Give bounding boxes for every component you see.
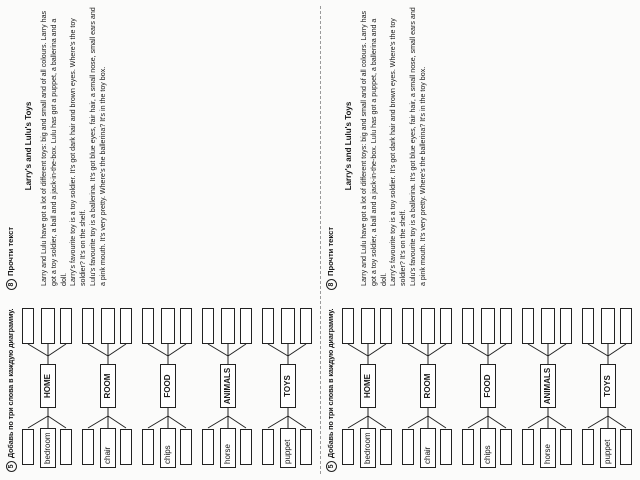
answer-box[interactable] — [60, 429, 72, 465]
answer-box[interactable] — [560, 429, 572, 465]
answer-box[interactable] — [22, 308, 34, 344]
task-8-instruction: Прочти текст — [6, 226, 15, 276]
diagram-animals — [522, 304, 572, 468]
answer-box[interactable] — [500, 429, 512, 465]
answer-box[interactable] — [142, 308, 154, 344]
diagram-animals — [202, 304, 252, 468]
answer-box[interactable] — [202, 308, 214, 344]
answer-box[interactable] — [380, 429, 392, 465]
task-5 — [320, 300, 640, 480]
answer-box[interactable] — [380, 308, 392, 344]
story-paragraph: Larry's favourite toy is a toy soldier. It's got dark hair and brown eyes. Where's the toy soldier? It's on the shelf. — [389, 18, 408, 286]
story-paragraph: Lulu's favourite toy is a ballerina. It's got blue eyes, fair hair, a small nose, small ears and a pink mouth. It's very pretty. Where's the ballerina? It's in the toy box. — [408, 7, 427, 286]
diagram-center-label: ROOM — [420, 364, 436, 408]
answer-box[interactable] — [342, 429, 354, 465]
answer-box[interactable] — [440, 429, 452, 465]
story-text — [40, 6, 109, 286]
answer-box[interactable] — [142, 429, 154, 465]
example-word: puppet — [600, 428, 616, 468]
answer-box[interactable] — [101, 308, 115, 344]
diagram-home — [342, 304, 392, 468]
answer-box[interactable] — [262, 429, 274, 465]
answer-box[interactable] — [342, 308, 354, 344]
answer-box[interactable] — [541, 308, 555, 344]
example-word: bedroom — [40, 428, 56, 468]
answer-box[interactable] — [120, 308, 132, 344]
diagram-home — [22, 304, 72, 468]
answer-box[interactable] — [180, 429, 192, 465]
diagram-center-label: TOYS — [600, 364, 616, 408]
answer-box[interactable] — [161, 308, 175, 344]
diagram-food — [462, 304, 512, 468]
answer-box[interactable] — [41, 308, 55, 344]
answer-box[interactable] — [240, 429, 252, 465]
answer-box[interactable] — [240, 308, 252, 344]
answer-box[interactable] — [361, 308, 375, 344]
task-8 — [0, 0, 320, 292]
story-title: Larry's and Lulu's Toys — [24, 101, 33, 191]
example-word: chips — [480, 428, 496, 468]
diagram-toys — [582, 304, 632, 468]
task-8-number: 8 — [326, 279, 337, 290]
task-8 — [320, 0, 640, 292]
answer-box[interactable] — [262, 308, 274, 344]
story-paragraph: Lulu's favourite toy is a ballerina. It's got blue eyes, fair hair, a small nose, small ears and a pink mouth. It's very pretty. Where's the ballerina? It's in the toy box. — [88, 7, 107, 286]
answer-box[interactable] — [522, 429, 534, 465]
example-word: horse — [220, 428, 236, 468]
answer-box[interactable] — [402, 429, 414, 465]
answer-box[interactable] — [601, 308, 615, 344]
answer-box[interactable] — [180, 308, 192, 344]
answer-box[interactable] — [22, 429, 34, 465]
answer-box[interactable] — [402, 308, 414, 344]
answer-box[interactable] — [82, 308, 94, 344]
task-5-instruction: Добавь по три слова в каждую диаграмму. — [6, 308, 15, 458]
task-5-number: 5 — [326, 461, 337, 472]
diagram-center-label: HOME — [40, 364, 56, 408]
answer-box[interactable] — [300, 429, 312, 465]
story-paragraph: Larry and Lulu have got a lot of different toys: big and small and of all colours. Larry has got a toy soldier, a ball and a jack-in-the-box. Lulu has got a puppet, a ballerina and a doll. — [360, 10, 388, 286]
answer-box[interactable] — [120, 429, 132, 465]
story-paragraph: Larry's favourite toy is a toy soldier. It's got dark hair and brown eyes. Where's the toy soldier? It's on the shelf. — [69, 18, 88, 286]
answer-box[interactable] — [82, 429, 94, 465]
example-word: horse — [540, 428, 556, 468]
answer-box[interactable] — [462, 308, 474, 344]
task-8-number: 8 — [6, 279, 17, 290]
task-8-instruction: Прочти текст — [326, 226, 335, 276]
answer-box[interactable] — [440, 308, 452, 344]
diagram-center-label: ROOM — [100, 364, 116, 408]
task-5 — [0, 300, 320, 480]
answer-box[interactable] — [462, 429, 474, 465]
rotated-content — [320, 0, 640, 480]
task-5-header — [6, 300, 17, 472]
story-text — [360, 6, 429, 286]
answer-box[interactable] — [60, 308, 72, 344]
answer-box[interactable] — [202, 429, 214, 465]
answer-box[interactable] — [620, 308, 632, 344]
worksheet-copy-bottom — [320, 0, 640, 480]
example-word: chair — [420, 428, 436, 468]
task-5-instruction: Добавь по три слова в каждую диаграмму. — [326, 308, 335, 458]
answer-box[interactable] — [582, 308, 594, 344]
answer-box[interactable] — [421, 308, 435, 344]
diagram-center-label: FOOD — [480, 364, 496, 408]
example-word: chair — [100, 428, 116, 468]
task-5-header — [326, 300, 337, 472]
diagram-center-label: TOYS — [280, 364, 296, 408]
answer-box[interactable] — [481, 308, 495, 344]
answer-box[interactable] — [300, 308, 312, 344]
example-word: bedroom — [360, 428, 376, 468]
task-8-header — [326, 227, 337, 290]
diagram-center-label: FOOD — [160, 364, 176, 408]
answer-box[interactable] — [582, 429, 594, 465]
story-title: Larry's and Lulu's Toys — [344, 101, 353, 191]
example-word: chips — [160, 428, 176, 468]
answer-box[interactable] — [221, 308, 235, 344]
answer-box[interactable] — [281, 308, 295, 344]
task-8-header — [6, 227, 17, 290]
story-paragraph: Larry and Lulu have got a lot of different toys: big and small and of all colours. Larry has got a toy soldier, a ball and a jack-in-the-box. Lulu has got a puppet, a ballerina and a doll. — [40, 10, 68, 286]
diagram-center-label: ANIMALS — [220, 364, 236, 408]
diagram-room — [82, 304, 132, 468]
diagram-center-label: ANIMALS — [540, 364, 556, 408]
diagram-toys — [262, 304, 312, 468]
diagram-center-label: HOME — [360, 364, 376, 408]
answer-box[interactable] — [500, 308, 512, 344]
answer-box[interactable] — [560, 308, 572, 344]
task-5-number: 5 — [6, 461, 17, 472]
example-word: puppet — [280, 428, 296, 468]
diagram-room — [402, 304, 452, 468]
answer-box[interactable] — [522, 308, 534, 344]
diagram-food — [142, 304, 192, 468]
answer-box[interactable] — [620, 429, 632, 465]
